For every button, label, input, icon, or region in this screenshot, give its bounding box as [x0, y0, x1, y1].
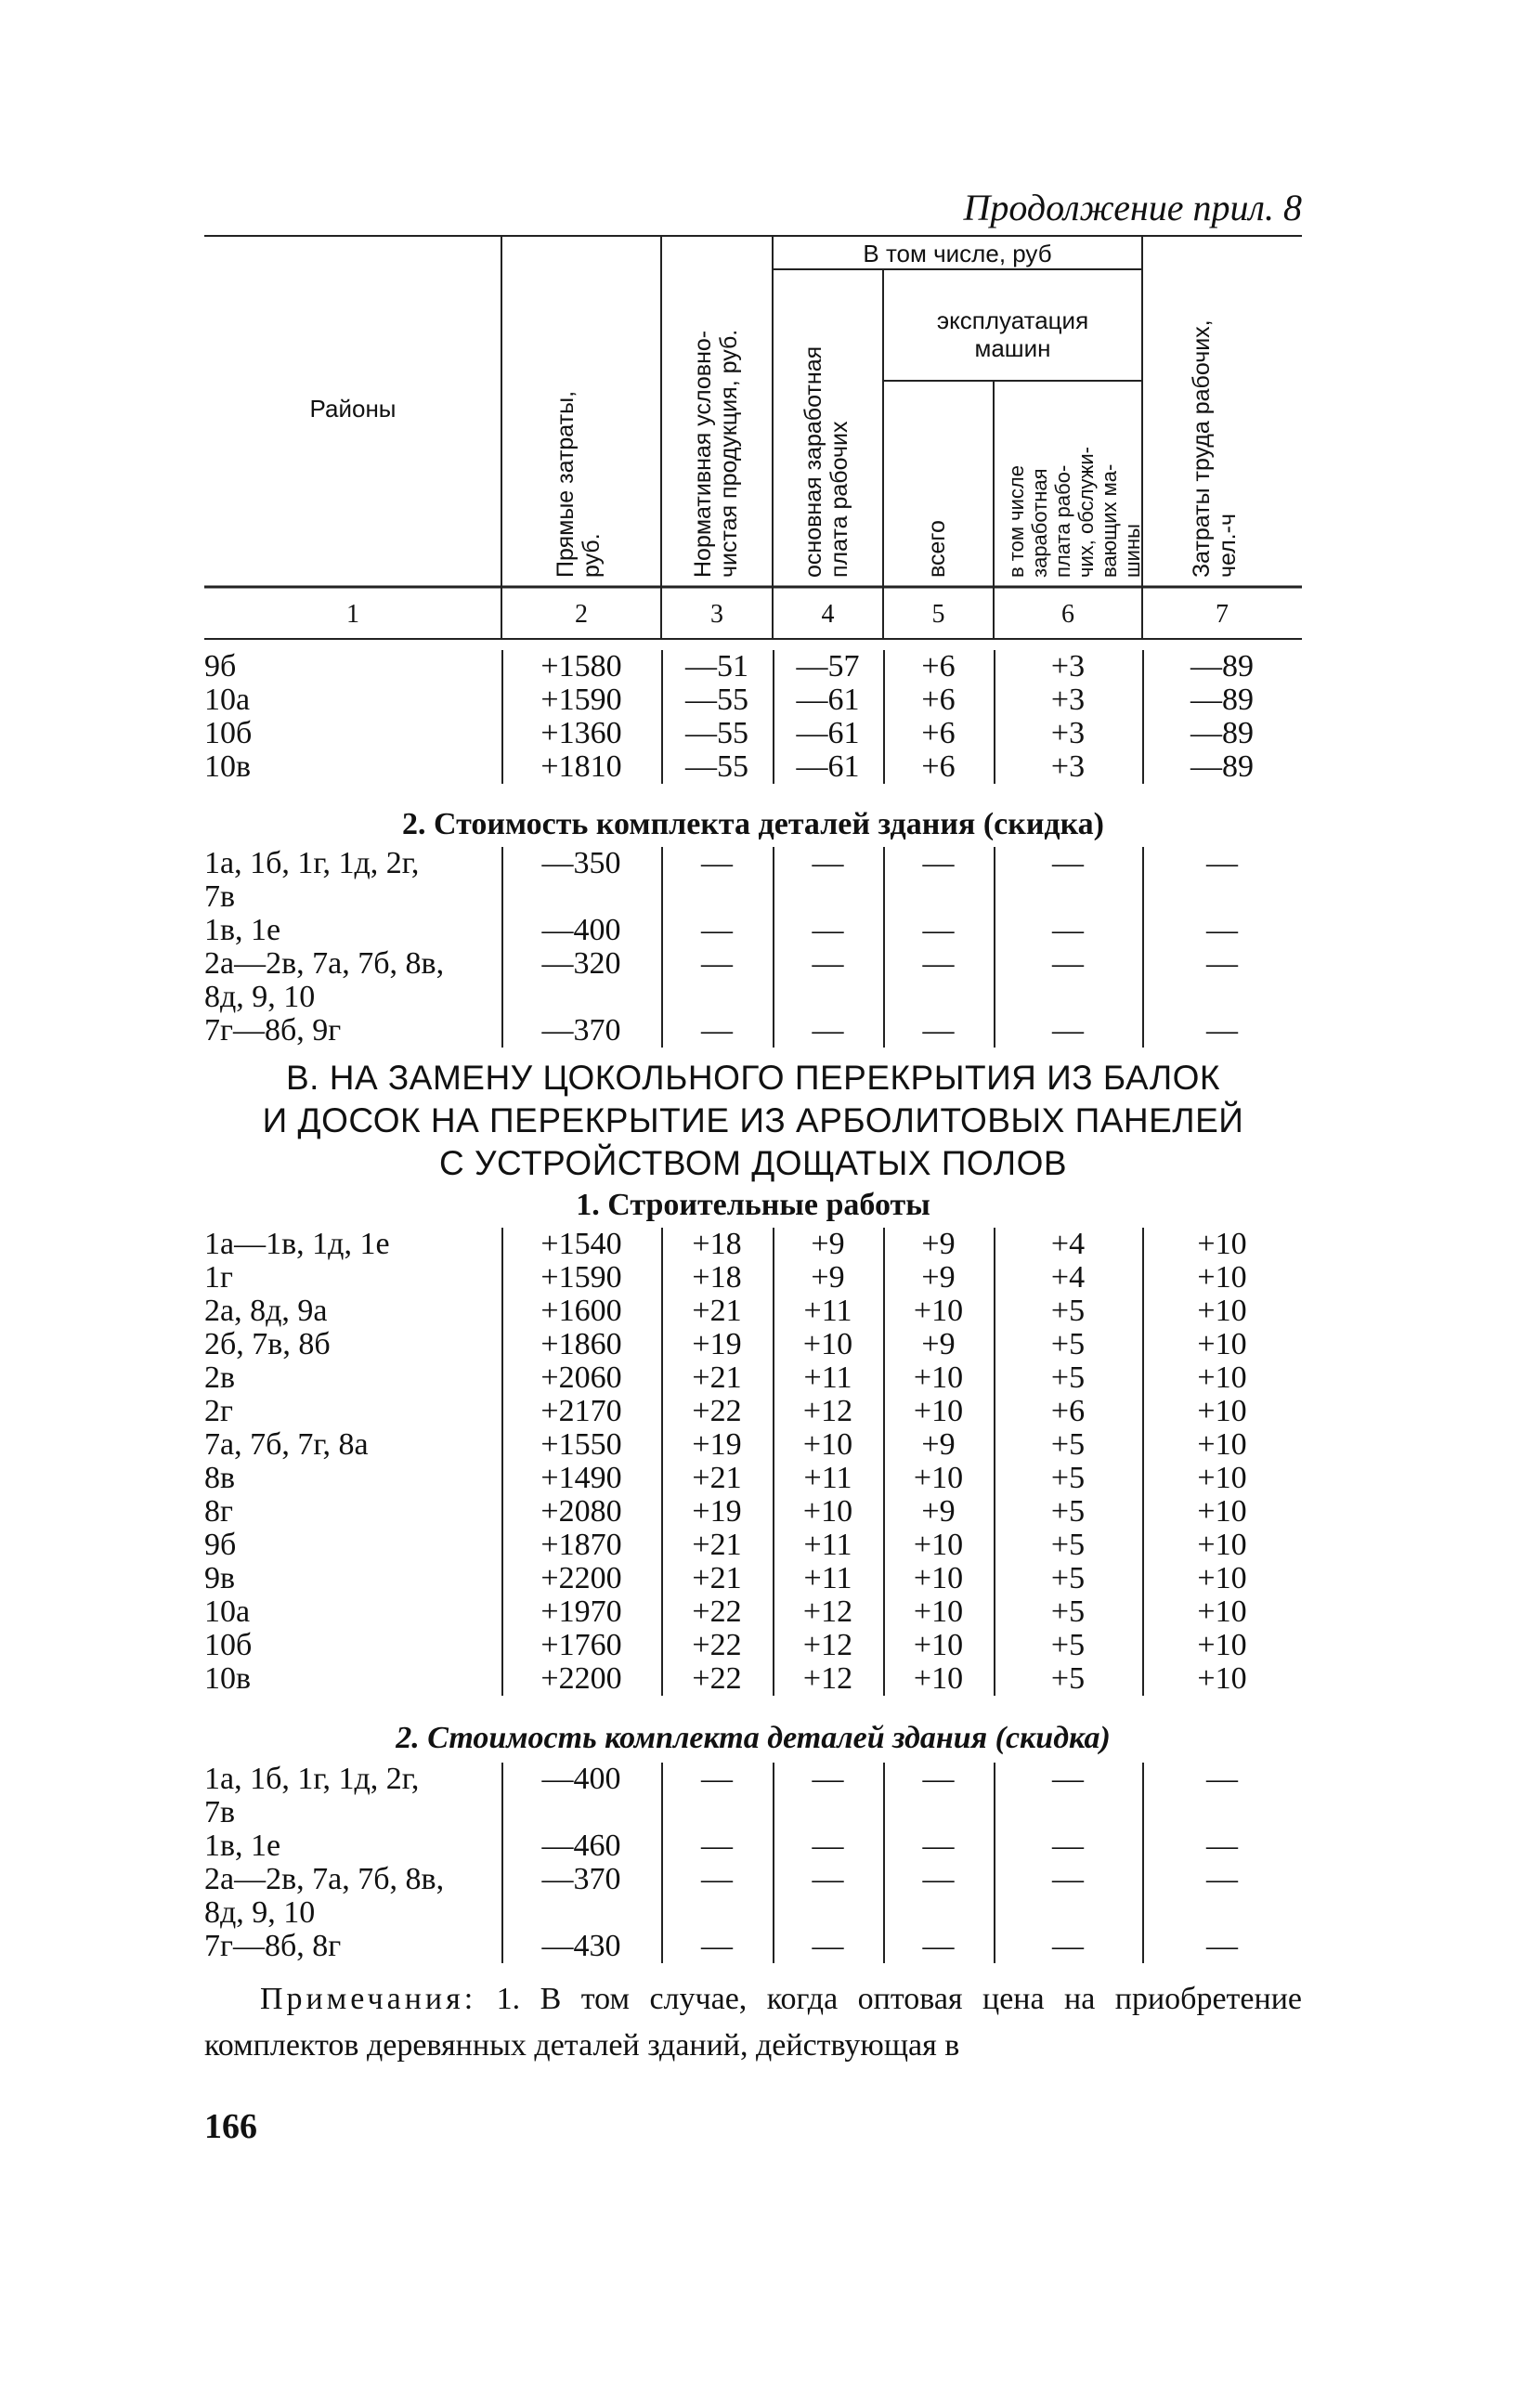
- value-cell-col5: +10: [913, 1360, 964, 1395]
- value-cell-col7: —89: [1190, 716, 1254, 750]
- block-c-row: [204, 1261, 1302, 1295]
- value-cell-col4: +9: [811, 1227, 845, 1261]
- page-number: 166: [204, 2107, 257, 2146]
- region-cell: 1г: [204, 1260, 233, 1295]
- column-rule: [501, 847, 503, 1048]
- block-a-row: [204, 717, 1302, 750]
- block-c-row: [204, 1428, 1302, 1462]
- block-b-table: [204, 847, 1302, 1048]
- value-cell-col5: +10: [913, 1528, 964, 1562]
- value-cell-col4: +9: [811, 1260, 845, 1295]
- value-cell-col7: —89: [1190, 749, 1254, 784]
- value-cell-col7: —: [1206, 913, 1238, 947]
- value-cell-col4: —61: [796, 716, 860, 750]
- value-cell-col6: —: [1052, 1929, 1084, 1963]
- value-cell-col3: —: [701, 1013, 733, 1048]
- value-cell-col3: +19: [692, 1494, 742, 1529]
- value-cell-col2: +1860: [540, 1327, 622, 1361]
- column-rule: [1142, 650, 1144, 784]
- value-cell-col7: +10: [1197, 1461, 1247, 1495]
- notes-paragraph: [204, 1976, 1302, 2069]
- value-cell-col2: +2080: [540, 1494, 622, 1529]
- value-cell-col2: +1580: [540, 649, 622, 683]
- value-cell-col7: +10: [1197, 1661, 1247, 1696]
- value-cell-col6: +5: [1050, 1628, 1086, 1662]
- value-cell-col2: +1590: [540, 1260, 622, 1295]
- colnum-6: 6: [1061, 600, 1074, 629]
- region-cell: 9б: [204, 649, 237, 683]
- colnum-4: 4: [821, 600, 835, 629]
- region-cell: 2а, 8д, 9а: [204, 1294, 328, 1328]
- column-rule: [883, 1228, 885, 1696]
- value-cell-col4: +10: [802, 1327, 853, 1361]
- value-cell-col2: —370: [541, 1862, 621, 1896]
- column-rule: [883, 650, 885, 784]
- block-b-row: [204, 847, 1302, 914]
- value-cell-col3: +19: [692, 1427, 742, 1462]
- value-cell-col6: +5: [1050, 1427, 1086, 1462]
- region-cell: 10а: [204, 1594, 251, 1629]
- block-c-table: [204, 1228, 1302, 1696]
- block-c-row: [204, 1595, 1302, 1629]
- value-cell-col5: +10: [913, 1561, 964, 1595]
- value-cell-col6: +5: [1050, 1360, 1086, 1395]
- value-cell-col4: —61: [796, 683, 860, 717]
- value-cell-col3: +22: [692, 1594, 742, 1629]
- value-cell-col3: +21: [692, 1561, 742, 1595]
- value-cell-col6: —: [1052, 1862, 1084, 1896]
- value-cell-col5: +6: [921, 749, 956, 784]
- region-cell: 2в: [204, 1360, 236, 1395]
- header-col7: Затраты труда рабочих, чел.-ч: [1189, 319, 1241, 578]
- block-d-table: [204, 1763, 1302, 1963]
- table-header: [204, 232, 1302, 641]
- subsection-2b-title: 2. Стоимость комплекта деталей здания (скидка): [396, 1721, 1111, 1755]
- region-cell: 1а—1в, 1д, 1е: [204, 1227, 390, 1261]
- value-cell-col2: —460: [541, 1829, 621, 1863]
- value-cell-col5: —: [922, 1829, 955, 1863]
- value-cell-col6: +5: [1050, 1327, 1086, 1361]
- value-cell-col5: +10: [913, 1661, 964, 1696]
- value-cell-col4: +12: [802, 1594, 853, 1629]
- value-cell-col4: +11: [803, 1561, 852, 1595]
- value-cell-col6: +5: [1050, 1594, 1086, 1629]
- value-cell-col2: +1600: [540, 1294, 622, 1328]
- header-col5: всего: [924, 520, 950, 578]
- value-cell-col2: +1540: [540, 1227, 622, 1261]
- header-col4: основная заработная плата рабочих: [800, 345, 852, 578]
- value-cell-col7: —89: [1190, 683, 1254, 717]
- subsection-1-title: 1. Строительные работы: [576, 1188, 930, 1222]
- region-cell: 10б: [204, 716, 253, 750]
- value-cell-col5: +10: [913, 1394, 964, 1428]
- column-rule: [661, 1228, 663, 1696]
- value-cell-col4: +11: [803, 1294, 852, 1328]
- value-cell-col5: +6: [921, 649, 956, 683]
- value-cell-col6: —: [1052, 946, 1084, 981]
- colnum-1: 1: [346, 600, 359, 629]
- region-cell: 1в, 1е: [204, 1829, 281, 1863]
- value-cell-col3: +22: [692, 1628, 742, 1662]
- colnum-3: 3: [710, 600, 723, 629]
- section-v-title: В. НА ЗАМЕНУ ЦОКОЛЬНОГО ПЕРЕКРЫТИЯ ИЗ БАЛОК И ДОСОК НА ПЕРЕКРЫТИЕ ИЗ АРБОЛИТОВЫХ ПАНЕЛЕЙ С УСТРОЙСТВОМ ДОЩАТЫХ ПОЛОВ: [262, 1059, 1244, 1182]
- value-cell-col7: +10: [1197, 1227, 1247, 1261]
- block-c-row: [204, 1295, 1302, 1328]
- value-cell-col7: +10: [1197, 1360, 1247, 1395]
- block-b-row: [204, 1014, 1302, 1048]
- value-cell-col4: +11: [803, 1461, 852, 1495]
- value-cell-col6: +3: [1050, 683, 1086, 717]
- value-cell-col6: +6: [1050, 1394, 1086, 1428]
- value-cell-col7: —: [1206, 846, 1238, 880]
- value-cell-col5: —: [922, 913, 955, 947]
- column-rule: [773, 847, 774, 1048]
- value-cell-col7: —: [1206, 1762, 1238, 1796]
- value-cell-col5: +9: [921, 1494, 956, 1529]
- colnum-7: 7: [1216, 600, 1229, 629]
- block-c-row: [204, 1462, 1302, 1495]
- notes-lead: Примечания:: [260, 1982, 477, 2016]
- value-cell-col2: +1760: [540, 1628, 622, 1662]
- region-cell: 9в: [204, 1561, 236, 1595]
- block-d-row: [204, 1863, 1302, 1930]
- value-cell-col4: —57: [796, 649, 860, 683]
- column-rule: [501, 1763, 503, 1963]
- region-cell: 1в, 1е: [204, 913, 281, 947]
- value-cell-col7: —: [1206, 1862, 1238, 1896]
- block-c-row: [204, 1562, 1302, 1595]
- value-cell-col5: —: [922, 1762, 955, 1796]
- value-cell-col7: +10: [1197, 1294, 1247, 1328]
- value-cell-col7: +10: [1197, 1561, 1247, 1595]
- value-cell-col5: +9: [921, 1260, 956, 1295]
- value-cell-col5: +6: [921, 716, 956, 750]
- value-cell-col4: —61: [796, 749, 860, 784]
- value-cell-col7: +10: [1197, 1327, 1247, 1361]
- value-cell-col3: +21: [692, 1528, 742, 1562]
- value-cell-col6: +4: [1050, 1227, 1086, 1261]
- column-rule: [1142, 1763, 1144, 1963]
- region-cell: 2а—2в, 7а, 7б, 8в, 8д, 9, 10: [204, 946, 445, 1014]
- value-cell-col3: —: [701, 1862, 733, 1896]
- value-cell-col6: —: [1052, 846, 1084, 880]
- block-a-row: [204, 650, 1302, 683]
- value-cell-col4: —: [812, 946, 844, 981]
- value-cell-col7: +10: [1197, 1594, 1247, 1629]
- block-a-table: [204, 650, 1302, 784]
- value-cell-col7: —89: [1190, 649, 1254, 683]
- block-d-row: [204, 1930, 1302, 1963]
- region-cell: 7г—8б, 8г: [204, 1929, 342, 1963]
- value-cell-col5: —: [922, 946, 955, 981]
- value-cell-col7: +10: [1197, 1394, 1247, 1428]
- value-cell-col3: —51: [685, 649, 748, 683]
- value-cell-col5: —: [922, 1013, 955, 1048]
- value-cell-col3: +18: [692, 1227, 742, 1261]
- column-rule: [773, 650, 774, 784]
- value-cell-col4: +12: [802, 1628, 853, 1662]
- value-cell-col4: —: [812, 1829, 844, 1863]
- header-col6: в том числе заработная плата рабо- чих, обслужи- вающих ма- шины: [1005, 447, 1144, 578]
- region-cell: 1а, 1б, 1г, 1д, 2г, 7в: [204, 1762, 420, 1829]
- value-cell-col5: +10: [913, 1294, 964, 1328]
- value-cell-col2: +1550: [540, 1427, 622, 1462]
- column-rule: [883, 847, 885, 1048]
- value-cell-col4: +12: [802, 1394, 853, 1428]
- value-cell-col6: +5: [1050, 1561, 1086, 1595]
- region-cell: 1а, 1б, 1г, 1д, 2г, 7в: [204, 846, 420, 914]
- value-cell-col2: +1870: [540, 1528, 622, 1562]
- block-d-row: [204, 1763, 1302, 1829]
- region-cell: 8г: [204, 1494, 233, 1529]
- value-cell-col3: —: [701, 946, 733, 981]
- column-rule: [1142, 1228, 1144, 1696]
- value-cell-col3: —: [701, 1829, 733, 1863]
- header-rayony: Районы: [309, 395, 397, 423]
- colnum-5: 5: [931, 600, 945, 629]
- header-col2: Прямые затраты, руб.: [553, 390, 605, 578]
- value-cell-col2: —400: [541, 1762, 621, 1796]
- value-cell-col3: —: [701, 913, 733, 947]
- value-cell-col6: —: [1052, 1762, 1084, 1796]
- column-rule: [501, 650, 503, 784]
- value-cell-col5: +10: [913, 1628, 964, 1662]
- subsection-2-title: 2. Стоимость комплекта деталей здания (скидка): [401, 807, 1105, 841]
- value-cell-col6: —: [1052, 1829, 1084, 1863]
- value-cell-col4: +11: [803, 1528, 852, 1562]
- value-cell-col4: —: [812, 846, 844, 880]
- value-cell-col3: +22: [692, 1661, 742, 1696]
- value-cell-col7: +10: [1197, 1494, 1247, 1529]
- value-cell-col4: —: [812, 1862, 844, 1896]
- region-cell: 7г—8б, 9г: [204, 1013, 342, 1048]
- region-cell: 2б, 7в, 8б: [204, 1327, 331, 1361]
- region-cell: 9б: [204, 1528, 237, 1562]
- value-cell-col5: —: [922, 1862, 955, 1896]
- value-cell-col4: —: [812, 913, 844, 947]
- value-cell-col3: —55: [685, 749, 748, 784]
- value-cell-col3: +21: [692, 1461, 742, 1495]
- header-col3: Нормативная условно- чистая продукция, руб.: [690, 329, 742, 578]
- value-cell-col5: +9: [921, 1227, 956, 1261]
- value-cell-col7: +10: [1197, 1628, 1247, 1662]
- value-cell-col5: +6: [921, 683, 956, 717]
- column-rule: [661, 847, 663, 1048]
- value-cell-col5: —: [922, 846, 955, 880]
- value-cell-col7: —: [1206, 1929, 1238, 1963]
- value-cell-col2: —430: [541, 1929, 621, 1963]
- block-a-row: [204, 750, 1302, 784]
- column-rule: [501, 1228, 503, 1696]
- column-rule: [661, 1763, 663, 1963]
- block-a-row: [204, 683, 1302, 717]
- value-cell-col4: —: [812, 1762, 844, 1796]
- region-cell: 2г: [204, 1394, 233, 1428]
- block-c-row: [204, 1361, 1302, 1395]
- value-cell-col2: —370: [541, 1013, 621, 1048]
- value-cell-col6: —: [1052, 1013, 1084, 1048]
- notes-text: 1. В том случае, когда оптовая цена на приобретение комплектов деревянных деталей зданий, действующая в: [204, 1982, 1302, 2063]
- value-cell-col4: +11: [803, 1360, 852, 1395]
- value-cell-col6: +3: [1050, 716, 1086, 750]
- value-cell-col2: +2170: [540, 1394, 622, 1428]
- value-cell-col6: +4: [1050, 1260, 1086, 1295]
- value-cell-col6: +5: [1050, 1294, 1086, 1328]
- region-cell: 10в: [204, 749, 252, 784]
- block-b-row: [204, 947, 1302, 1014]
- block-b-row: [204, 914, 1302, 947]
- value-cell-col6: +5: [1050, 1661, 1086, 1696]
- value-cell-col5: —: [922, 1929, 955, 1963]
- header-group: В том числе, руб: [863, 240, 1052, 267]
- value-cell-col7: +10: [1197, 1528, 1247, 1562]
- value-cell-col2: —400: [541, 913, 621, 947]
- value-cell-col2: +1490: [540, 1461, 622, 1495]
- column-rule: [994, 1763, 995, 1963]
- value-cell-col4: —: [812, 1013, 844, 1048]
- value-cell-col4: +10: [802, 1494, 853, 1529]
- value-cell-col3: —: [701, 846, 733, 880]
- value-cell-col3: +19: [692, 1327, 742, 1361]
- value-cell-col2: +2200: [540, 1661, 622, 1696]
- block-c-row: [204, 1328, 1302, 1361]
- value-cell-col5: +10: [913, 1594, 964, 1629]
- column-rule: [994, 650, 995, 784]
- value-cell-col6: —: [1052, 913, 1084, 947]
- block-c-row: [204, 1662, 1302, 1696]
- value-cell-col7: —: [1206, 946, 1238, 981]
- value-cell-col2: +2060: [540, 1360, 622, 1395]
- colnum-2: 2: [575, 600, 588, 629]
- region-cell: 8в: [204, 1461, 236, 1495]
- block-c-row: [204, 1529, 1302, 1562]
- column-rule: [773, 1763, 774, 1963]
- column-rule: [661, 650, 663, 784]
- value-cell-col6: +5: [1050, 1528, 1086, 1562]
- column-rule: [1142, 847, 1144, 1048]
- value-cell-col2: +2200: [540, 1561, 622, 1595]
- value-cell-col3: —: [701, 1929, 733, 1963]
- value-cell-col6: +5: [1050, 1461, 1086, 1495]
- value-cell-col2: —320: [541, 946, 621, 981]
- value-cell-col7: +10: [1197, 1260, 1247, 1295]
- region-cell: 10в: [204, 1661, 252, 1696]
- value-cell-col2: +1590: [540, 683, 622, 717]
- value-cell-col2: +1970: [540, 1594, 622, 1629]
- block-d-row: [204, 1829, 1302, 1863]
- region-cell: 10б: [204, 1628, 253, 1662]
- value-cell-col4: +12: [802, 1661, 853, 1696]
- region-cell: 7а, 7б, 7г, 8а: [204, 1427, 369, 1462]
- column-rule: [883, 1763, 885, 1963]
- running-head: Продолжение прил. 8: [963, 187, 1302, 228]
- value-cell-col5: +10: [913, 1461, 964, 1495]
- value-cell-col6: +3: [1050, 749, 1086, 784]
- block-c-row: [204, 1395, 1302, 1428]
- block-c-row: [204, 1629, 1302, 1662]
- region-cell: 10а: [204, 683, 251, 717]
- value-cell-col3: +18: [692, 1260, 742, 1295]
- value-cell-col4: +10: [802, 1427, 853, 1462]
- value-cell-col3: +21: [692, 1294, 742, 1328]
- value-cell-col7: +10: [1197, 1427, 1247, 1462]
- value-cell-col6: +5: [1050, 1494, 1086, 1529]
- block-c-row: [204, 1495, 1302, 1529]
- value-cell-col3: +22: [692, 1394, 742, 1428]
- value-cell-col7: —: [1206, 1013, 1238, 1048]
- region-cell: 2а—2в, 7а, 7б, 8в, 8д, 9, 10: [204, 1862, 445, 1930]
- value-cell-col3: —: [701, 1762, 733, 1796]
- value-cell-col2: +1360: [540, 716, 622, 750]
- value-cell-col7: —: [1206, 1829, 1238, 1863]
- value-cell-col3: —55: [685, 683, 748, 717]
- value-cell-col2: —350: [541, 846, 621, 880]
- value-cell-col2: +1810: [540, 749, 622, 784]
- value-cell-col4: —: [812, 1929, 844, 1963]
- column-rule: [994, 847, 995, 1048]
- value-cell-col3: +21: [692, 1360, 742, 1395]
- header-exp-group: эксплуатация машин: [936, 306, 1089, 362]
- block-c-row: [204, 1228, 1302, 1261]
- value-cell-col6: +3: [1050, 649, 1086, 683]
- value-cell-col5: +9: [921, 1327, 956, 1361]
- column-rule: [994, 1228, 995, 1696]
- value-cell-col5: +9: [921, 1427, 956, 1462]
- value-cell-col3: —55: [685, 716, 748, 750]
- column-rule: [773, 1228, 774, 1696]
